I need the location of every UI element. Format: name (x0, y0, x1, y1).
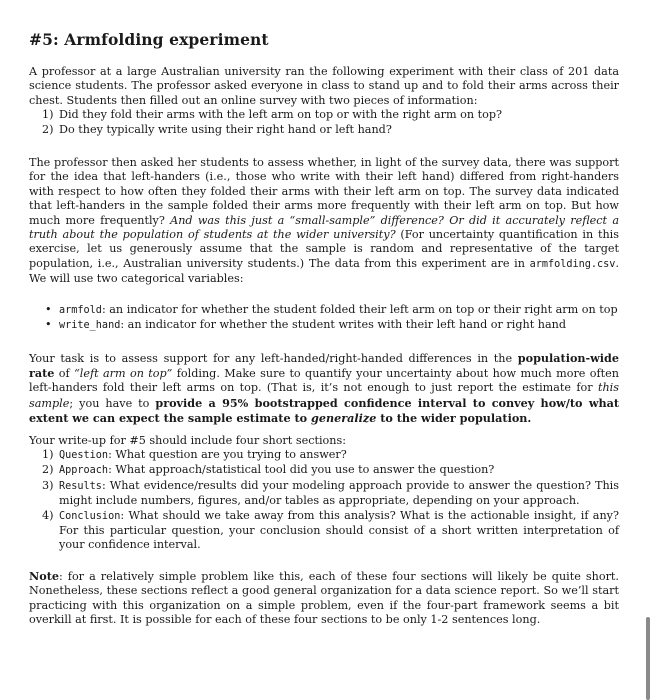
list-item (29, 123, 619, 137)
assessment-paragraph (29, 156, 619, 287)
scrollbar-thumb[interactable] (646, 617, 650, 700)
text-run: of (54, 366, 75, 380)
list-number: 4) (42, 508, 54, 522)
list-text: Do they typically write using their right hand or left hand? (59, 122, 392, 136)
text-run: folding. Make sure to quantify your uncertainty about how much more often left-handers fold their left arms on top. (That is, it’s not enough to just report the estimate for (29, 366, 619, 395)
text-run: Your task is to assess support for any left-handed/right-handed differences in the (29, 351, 518, 365)
survey-questions-list (29, 108, 619, 137)
list-item (29, 479, 619, 509)
list-number: 2) (42, 463, 54, 477)
variable-desc: : an indicator for whether the student folded their left arm on top or their right arm on top (101, 302, 618, 316)
list-text: Did they fold their arms with the left arm on top or with the right arm on top? (59, 108, 503, 122)
list-item (29, 303, 619, 318)
bold-text: population-wide rate (29, 350, 619, 380)
section-name: Approach (59, 465, 109, 477)
sections-list (29, 448, 619, 553)
bullet-icon: • (45, 318, 52, 332)
document-page (29, 30, 619, 627)
section-name: Results (59, 480, 102, 492)
text-run: . We will use two categorical variables: (29, 256, 619, 286)
italic-text: this sample (29, 381, 619, 410)
text-run: The professor then asked her students to assess whether, in light of the survey data, there was support for the idea that left-handers (i.e., those who write with their left hand) differed from right-handers with respect to how often they folded their arms with their left arm on top. The survey data indicated that left-handers in the sample folded their arms more frequently with their left arm on top. But how much more frequently? (29, 156, 619, 227)
bold-italic-text: generalize (311, 411, 377, 426)
variable-name: write_hand (59, 320, 121, 332)
text-run: (For uncertainty quantification in this exercise, let us generously assume that the sample is random and representative of the target population, i.e., Australian university students.) The data from this experiment are in (29, 228, 619, 270)
list-item (29, 448, 619, 463)
writeup-intro: Your write-up for #5 should include four short sections: (29, 433, 346, 447)
variable-desc: : an indicator for whether the student writes with their left hand or right hand (120, 318, 567, 332)
file-name: armfolding.csv (529, 258, 616, 270)
bold-text: to the wider population. (376, 411, 532, 426)
list-item (29, 463, 619, 478)
section-name: Conclusion (59, 510, 121, 522)
note-label: Note (29, 568, 59, 583)
text-run: ; you have to (69, 396, 156, 410)
italic-question: And was this just a “small-sample” difference? Or did it accurately reflect a truth about the population of students at the wider university? (29, 213, 619, 242)
section-desc: : What evidence/results did your modeling approach provide to answer the question? This might include numbers, figures, and/or tables as appropriate, depending on your approach. (59, 478, 619, 508)
note-text: : for a relatively simple problem like this, each of these four sections will likely be quite short. Nonetheless, these sections reflect a good general organization for a data science report. So we’ll start practicing with this organization on a simple problem, even if the four-part framework seems a bit overkill at first. It is possible for each of these four sections to be only 1-2 sentences long. (29, 569, 619, 626)
bold-text: provide a 95% bootstrapped confidence interval to convey how/to what extent we can expect the sample estimate to (29, 395, 619, 426)
variables-list (29, 303, 619, 334)
section-desc: : What question are you trying to answer? (108, 447, 347, 461)
section-desc: : What should we take away from this analysis? What is the actionable insight, if any? For this particular question, your conclusion should consist of a short written interpretation of your confidence interval. (59, 508, 619, 552)
note-paragraph (29, 569, 619, 628)
list-item (29, 108, 619, 122)
page-title: #5: Armfolding experiment (29, 30, 269, 49)
intro-paragraph: A professor at a large Australian university ran the following experiment with their class of 201 data science students. The professor asked everyone in class to stand up and to fold their arms across their chest. Students then filled out an online survey with two pieces of information: (29, 65, 619, 107)
list-item (29, 509, 619, 553)
variable-name: armfold (59, 304, 102, 316)
section-desc: : What approach/statistical tool did you use to answer the question? (108, 463, 495, 477)
task-paragraph (29, 351, 619, 427)
list-number: 3) (42, 478, 54, 492)
list-item (29, 318, 619, 333)
list-number: 1) (42, 447, 54, 461)
bullet-icon: • (45, 302, 52, 316)
list-number: 1) (42, 108, 54, 122)
italic-text: “left arm on top” (74, 366, 173, 380)
section-name: Question (59, 449, 109, 461)
list-number: 2) (42, 122, 54, 136)
